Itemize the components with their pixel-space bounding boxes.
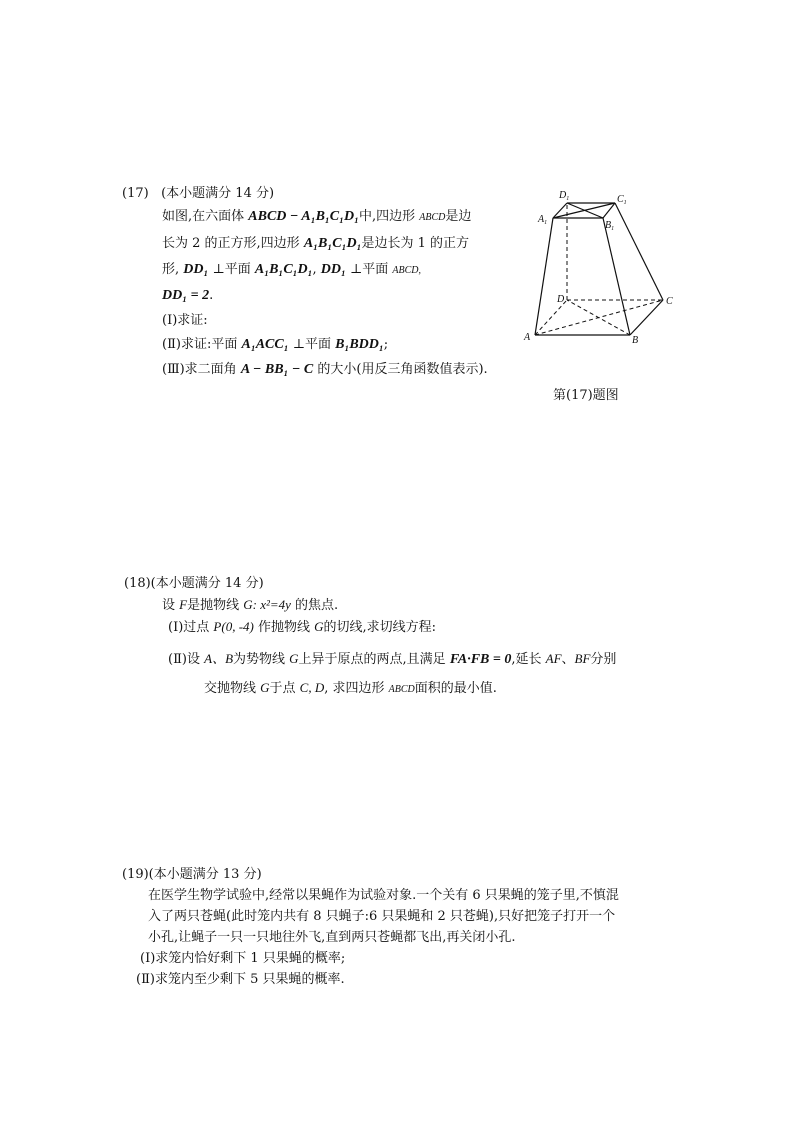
label-d1: $D_1$ <box>559 190 570 202</box>
q17-text-line1: 如图,在六面体 ABCD − A₁B₁C₁D₁中,四边形 ABCD是边 <box>162 209 472 224</box>
q18-vector-condition: FA·FB = 0 <box>449 652 512 667</box>
q19-part1: (Ⅰ)求笼内恰好剩下 1 只果蝇的概率; <box>140 951 346 966</box>
edge-a-a1 <box>535 218 553 335</box>
q19-text-line2: 入了两只苍蝇(此时笼内共有 8 只蝇子:6 只果蝇和 2 只苍蝇),只好把笼子打开一个 <box>148 909 616 924</box>
q19-header: (19)(本小题满分 13 分) <box>122 867 262 882</box>
q17-text-line3: 形, DD₁ ⊥平面 A₁B₁C₁D₁, DD₁ ⊥平面 ABCD, <box>162 262 422 277</box>
label-b: B <box>632 335 639 346</box>
label-a: A <box>524 332 531 343</box>
label-b1: $B_1$ <box>605 220 615 232</box>
label-a1: $A_1$ <box>538 214 548 226</box>
edge-c-c1 <box>615 203 663 300</box>
diag-b-d <box>567 300 630 335</box>
q17-number: (17) <box>122 186 149 201</box>
label-d: D <box>557 294 565 305</box>
diag-b1-d1 <box>567 203 603 218</box>
q17-part1: (Ⅰ)求证: <box>162 313 208 328</box>
q17-solid: ABCD − A₁B₁C₁D₁ <box>248 209 360 224</box>
q17-text-line2: 长为 2 的正方形,四边形 A₁B₁C₁D₁是边长为 1 的正方 <box>162 236 470 251</box>
q18-header: (18)(本小题满分 14 分) <box>124 576 264 591</box>
q17-score: (本小题满分 14 分) <box>161 186 275 201</box>
q17-text-line4: DD₁ = 2. <box>162 288 214 303</box>
q19-text-line1: 在医学生物学试验中,经常以果蝇作为试验对象.一个关有 6 只果蝇的笼子里,不慎混 <box>148 888 619 903</box>
q17-part2: (Ⅱ)求证:平面 A₁ACC₁ ⊥平面 B₁BDD₁; <box>162 337 389 352</box>
label-c1: $C_1$ <box>617 194 627 206</box>
q19-part2: (Ⅱ)求笼内至少剩下 5 只果蝇的概率. <box>136 972 345 987</box>
q18-part2-line1: (Ⅱ)设 A、B为势物线 G上异于原点的两点,且满足 FA·FB = 0,延长 AF、BF分别 <box>168 651 617 667</box>
q19-text-line3: 小孔,让蝇子一只一只地往外飞,直到两只苍蝇都飞出,再关闭小孔. <box>148 930 516 945</box>
q18-intro: 设 F是抛物线 G: x²=4y 的焦点. <box>162 597 339 613</box>
edge-b-c <box>630 300 663 335</box>
label-c: C <box>666 296 673 307</box>
q17-header <box>122 186 274 202</box>
q17-figure <box>515 180 695 355</box>
q17-part3: (Ⅲ)求二面角 A − BB₁ − C 的大小(用反三角函数值表示). <box>162 362 488 377</box>
q18-part1: (Ⅰ)过点 P(0, -4) 作抛物线 G的切线,求切线方程: <box>168 619 437 635</box>
q17-figure-caption: 第(17)题图 <box>553 388 619 403</box>
q18-part2-line2: 交抛物线 G于点 C, D, 求四边形 ABCD面积的最小值. <box>204 680 497 696</box>
edge-b-b1 <box>603 218 630 335</box>
